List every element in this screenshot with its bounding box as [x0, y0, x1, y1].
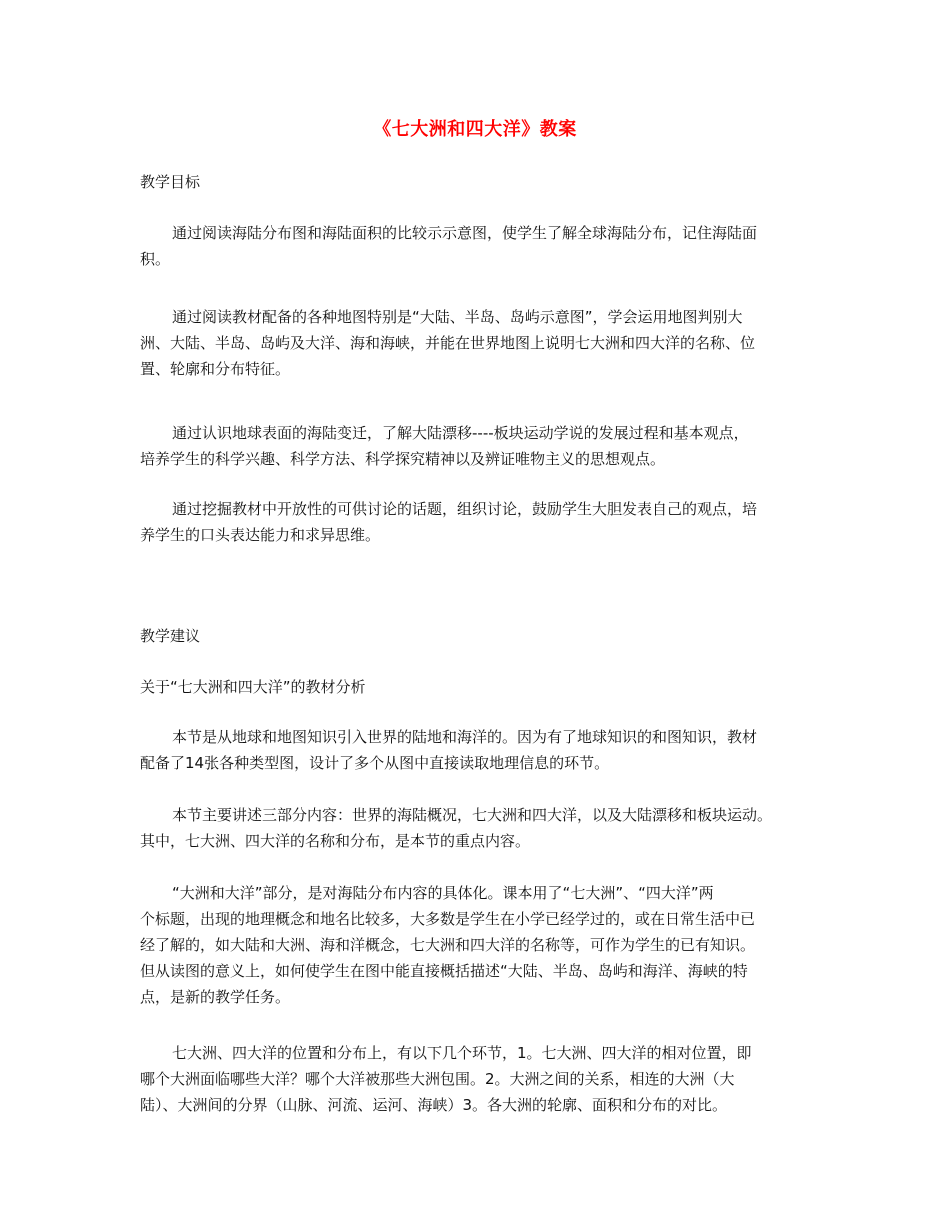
- paragraph-line: 洲、大陆、半岛、岛屿及大洋、海和海峡，并能在世界地图上说明七大洲和四大洋的名称、位: [140, 334, 756, 352]
- objective-paragraph-1: [140, 220, 830, 272]
- paragraph-line: 通过挖掘教材中开放性的可供讨论的话题，组织讨论，鼓励学生大胆发表自己的观点，培: [172, 500, 758, 518]
- objective-paragraph-2: [140, 304, 830, 382]
- paragraph-line: 通过认识地球表面的海陆变迁，了解大陆漂移----板块运动学说的发展过程和基本观点，: [172, 424, 749, 442]
- paragraph-line: 个标题，出现的地理概念和地名比较多，大多数是学生在小学已经学过的，或在日常生活中已: [140, 910, 756, 928]
- paragraph-line: 本节是从地球和地图知识引入世界的陆地和海洋的。因为有了地球知识的和图知识，教材: [172, 728, 758, 746]
- paragraph-line: 点，是新的教学任务。: [140, 988, 291, 1006]
- section-subheading-analysis: 关于“七大洲和四大洋”的教材分析: [140, 678, 366, 696]
- analysis-paragraph-2: [140, 802, 830, 854]
- paragraph-line: 培养学生的科学兴趣、科学方法、科学探究精神以及辨证唯物主义的思想观点。: [140, 450, 666, 468]
- section-heading-suggestions: 教学建议: [140, 627, 201, 645]
- analysis-paragraph-3: [140, 880, 830, 1010]
- objective-paragraph-3: [140, 420, 830, 472]
- section-heading-objectives: 教学目标: [140, 173, 201, 191]
- paragraph-line: 配备了14张各种类型图，设计了多个从图中直接读取地理信息的环节。: [140, 754, 610, 772]
- analysis-paragraph-1: [140, 724, 830, 776]
- paragraph-line: 哪个大洲面临哪些大洋？哪个大洋被那些大洲包围。2。大洲之间的关系，相连的大洲（大: [140, 1070, 735, 1088]
- paragraph-line: 陆）、大洲间的分界（山脉、河流、运河、海峡）3。各大洲的轮廓、面积和分布的对比。: [140, 1096, 728, 1114]
- paragraph-line: 养学生的口头表达能力和求异思维。: [140, 526, 381, 544]
- paragraph-line: “大洲和大洋”部分，是对海陆分布内容的具体化。课本用了“七大洲”、“四大洋”两: [172, 884, 714, 902]
- paragraph-line: 本节主要讲述三部分内容：世界的海陆概况，七大洲和四大洋，以及大陆漂移和板块运动。: [172, 806, 773, 824]
- paragraph-line: 但从读图的意义上，如何使学生在图中能直接概括描述“大陆、半岛、岛屿和海洋、海峡的特: [140, 962, 748, 980]
- paragraph-line: 七大洲、四大洋的位置和分布上，有以下几个环节，1。七大洲、四大洋的相对位置，即: [172, 1044, 752, 1062]
- paragraph-line: 通过阅读海陆分布图和海陆面积的比较示示意图，使学生了解全球海陆分布，记住海陆面: [172, 224, 758, 242]
- paragraph-line: 经了解的，如大陆和大洲、海和洋概念，七大洲和四大洋的名称等，可作为学生的已有知识。: [140, 936, 756, 954]
- analysis-paragraph-4: [140, 1040, 830, 1118]
- paragraph-line: 置、轮廓和分布特征。: [140, 360, 291, 378]
- objective-paragraph-4: [140, 496, 830, 548]
- document-title: 《七大洲和四大洋》教案: [373, 119, 577, 140]
- paragraph-line: 通过阅读教材配备的各种地图特别是“大陆、半岛、岛屿示意图”，学会运用地图判别大: [172, 308, 743, 326]
- paragraph-line: 积。: [140, 250, 171, 268]
- paragraph-line: 其中，七大洲、四大洋的名称和分布，是本节的重点内容。: [140, 832, 531, 850]
